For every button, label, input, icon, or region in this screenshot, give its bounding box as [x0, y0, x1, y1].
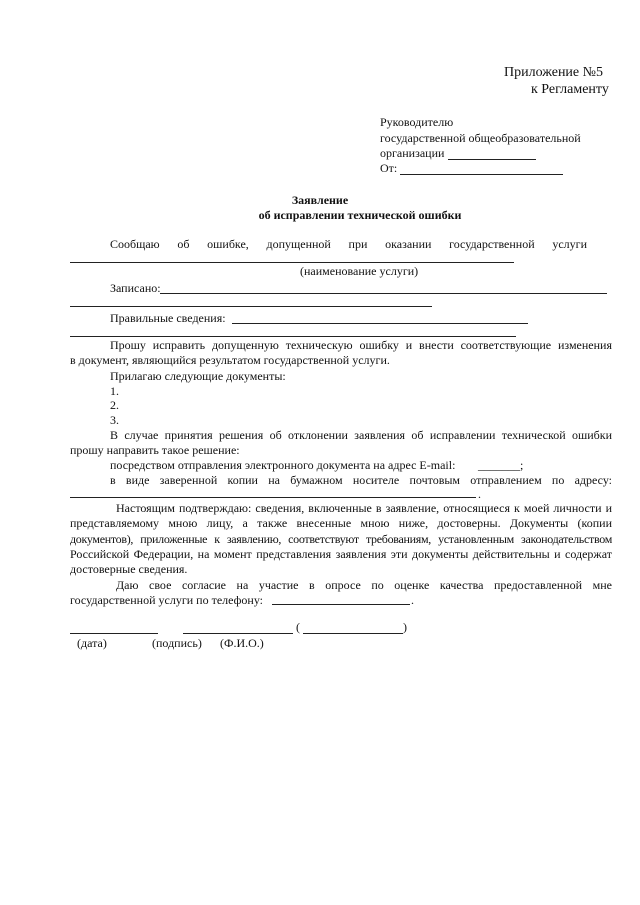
date-field[interactable]: [70, 633, 158, 634]
confirm-line-3: документов), приложенные к заявлению, соответствуют требованиям, установленным законодательством: [70, 532, 612, 546]
confirm-line-1: Настоящим подтверждаю: сведения, включенные в заявление, относящиеся к моей личности и: [116, 501, 612, 515]
confirm-line-5: достоверные сведения.: [70, 562, 188, 576]
postal-address-end: .: [478, 487, 481, 501]
decision-line-1: В случае принятия решения об отклонении заявления об исправлении технической ошибки: [110, 428, 612, 442]
service-caption: (наименование услуги): [300, 264, 419, 278]
from-field[interactable]: [400, 174, 563, 175]
fio-open-paren: (: [296, 620, 300, 634]
document-title: Заявление: [291, 193, 349, 207]
correct-field-continued[interactable]: [70, 336, 516, 337]
written-field-continued[interactable]: [70, 306, 432, 307]
date-label: (дата): [77, 636, 107, 650]
report-line: Сообщаю об ошибке, допущенной при оказании государственной услуги: [110, 237, 587, 251]
attachment-3: 3.: [110, 413, 119, 427]
correct-field[interactable]: [232, 323, 528, 324]
fio-label: (Ф.И.О.): [220, 636, 264, 650]
confirm-line-2: представляемому мною лицу, а также внесенные мною ниже, достоверны. Документы (копии: [70, 516, 612, 530]
written-field[interactable]: [160, 293, 607, 294]
fio-field[interactable]: [303, 633, 403, 634]
decision-line-2: прошу направить такое решение:: [70, 443, 240, 457]
appendix-number: Приложение №5: [504, 65, 603, 80]
attachments-intro: Прилагаю следующие документы:: [110, 369, 286, 383]
request-line-1: Прошу исправить допущенную техническую ошибку и внести соответствующие изменения: [110, 338, 612, 352]
attachment-2: 2.: [110, 398, 119, 412]
correct-label: Правильные сведения:: [110, 311, 226, 325]
document-subtitle: об исправлении технической ошибки: [258, 208, 462, 222]
fio-close-paren: ): [403, 620, 407, 634]
attachment-1: 1.: [110, 384, 119, 398]
service-name-field[interactable]: [70, 262, 514, 263]
phone-field[interactable]: [272, 604, 410, 605]
from-label: От:: [380, 161, 398, 175]
addressee-title: Руководителю: [380, 115, 454, 129]
signature-label: (подпись): [152, 636, 202, 650]
org-name-field[interactable]: [448, 159, 536, 160]
consent-line-1: Даю свое согласие на участие в опросе по оценке качества предоставленной мне: [116, 578, 612, 592]
appendix-regulation: к Регламенту: [531, 82, 609, 97]
postal-address-field[interactable]: [70, 497, 476, 498]
request-line-2: в документ, являющийся результатом государственной услуги.: [70, 353, 390, 367]
paper-option: в виде заверенной копии на бумажном носителе почтовым отправлением по адресу:: [110, 473, 612, 487]
consent-line-2: государственной услуги по телефону:: [70, 593, 264, 607]
email-field[interactable]: _______;: [478, 458, 524, 472]
written-label: Записано:: [110, 281, 161, 295]
addressee-org: государственной общеобразовательной: [380, 131, 581, 145]
email-option: посредством отправления электронного документа на адрес E-mail:: [110, 458, 456, 472]
signature-field[interactable]: [183, 633, 293, 634]
confirm-line-4: Российской Федерации, на момент представления заявления эти документы действительны и содержат: [70, 547, 612, 561]
addressee-org-label: организации: [380, 146, 445, 160]
consent-end: .: [411, 593, 414, 607]
